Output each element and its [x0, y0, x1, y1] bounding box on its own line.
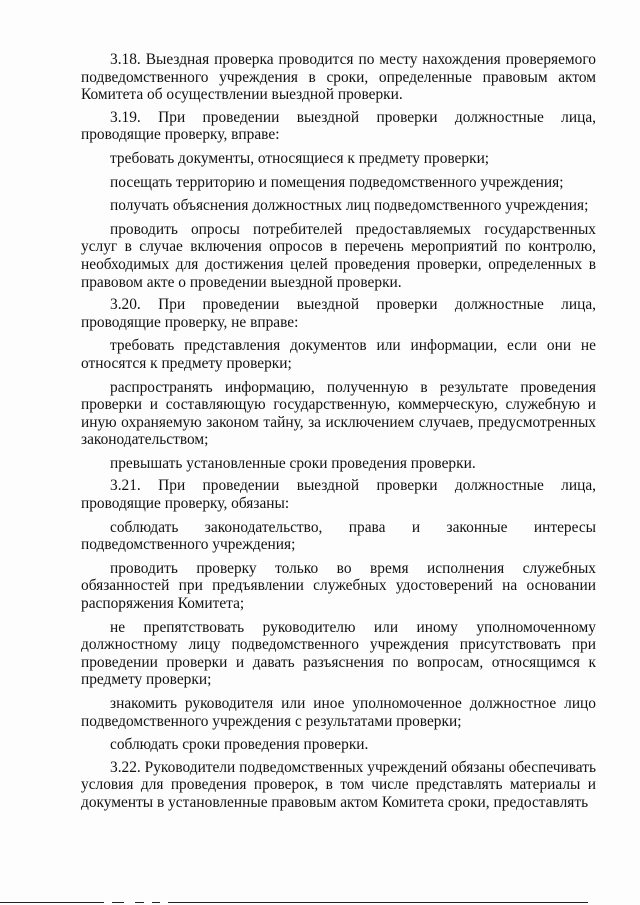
list-item: требовать документы, относящиеся к предмету проверки;	[110, 149, 490, 167]
list-item: превышать установленные сроки проведения проверки.	[110, 454, 476, 472]
footer-rule	[135, 902, 144, 903]
paragraph-3-21: 3.21. При проведении выездной проверки должностные лица, проводящие проверку, обязаны:	[81, 477, 596, 513]
list-item: соблюдать законодательство, права и законные интересы подведомственного учреждения;	[81, 518, 596, 554]
document-body	[81, 51, 596, 812]
list-item: получать объяснения должностных лиц подведомственного учреждения;	[110, 197, 589, 215]
paragraph-3-18: 3.18. Выездная проверка проводится по месту нахождения проверяемого подведомственного учреждения в сроки, определенные правовым актом Комитета об осуществлении выездной проверки.	[81, 51, 596, 104]
footer-rule	[152, 902, 160, 903]
list-item: не препятствовать руководителю или иному уполномоченному должностному лицу подведомственного учреждения присутствовать при проведении проверки и давать разъяснения по вопросам, относящимся к предмету проверки;	[81, 618, 596, 689]
footer-rule	[112, 902, 124, 903]
list-item: знакомить руководителя или иное уполномоченное должностное лицо подведомственного учреждения с результатами проверки;	[81, 695, 596, 730]
list-item: требовать представления документов или информации, если они не относятся к предмету проверки;	[81, 337, 596, 372]
list-item: проводить опросы потребителей предоставляемых государственных услуг в случае включения опросов в перечень мероприятий по контролю, необходимых для достижения целей проведения проверки, определенных в правовом акте о проведении выездной проверки.	[81, 220, 596, 291]
footer-rule	[168, 902, 588, 903]
list-item: распространять информацию, полученную в результате проведения проверки и составляющую государственную, коммерческую, служебную и иную охраняемую законом тайну, за исключением случаев, предусмотренных законодательством;	[81, 378, 596, 449]
list-item: посещать территорию и помещения подведомственного учреждения;	[110, 173, 564, 191]
paragraph-3-22: 3.22. Руководители подведомственных учреждений обязаны обеспечивать условия для проведения проверок, в том числе представлять материалы и документы в установленные правовым актом Комитета сроки, предоставлять	[81, 758, 596, 811]
list-item: соблюдать сроки проведения проверки.	[110, 736, 369, 754]
paragraph-3-19: 3.19. При проведении выездной проверки должностные лица, проводящие проверку, вправе:	[81, 108, 596, 144]
list-item: проводить проверку только во время исполнения служебных обязанностей при предъявлении служебных удостоверений на основании распоряжения Комитета;	[81, 559, 596, 613]
paragraph-3-20: 3.20. При проведении выездной проверки должностные лица, проводящие проверку, не вправе:	[81, 296, 596, 331]
footer-rule	[0, 902, 104, 903]
